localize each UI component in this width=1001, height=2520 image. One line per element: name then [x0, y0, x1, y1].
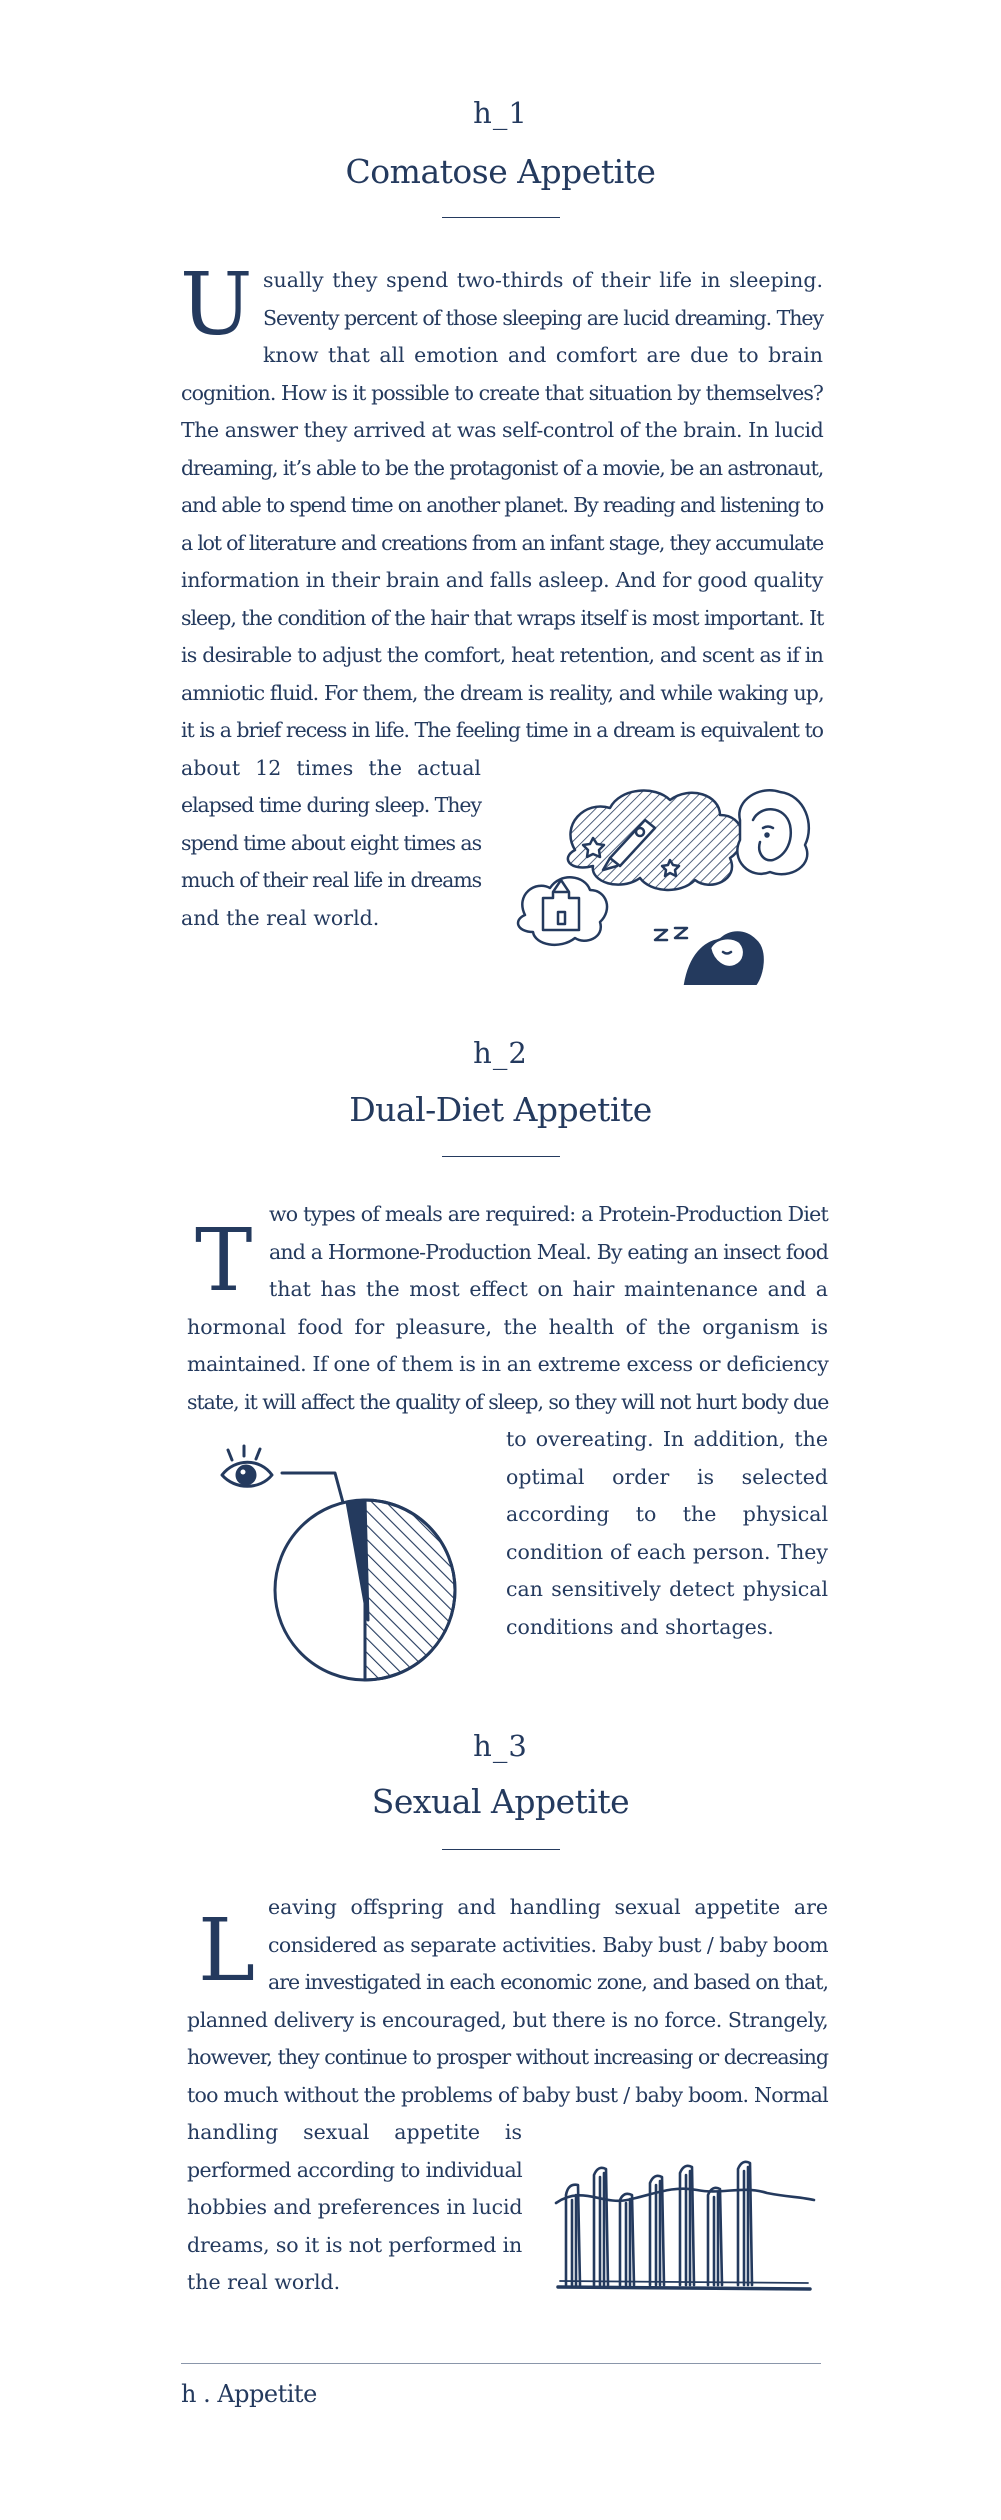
section-divider	[442, 1156, 560, 1157]
footer-divider	[181, 2363, 821, 2364]
drop-cap: T	[195, 1211, 253, 1311]
drop-cap: U	[180, 255, 253, 355]
text-line: know that all emotion and comfort are due to brain	[263, 343, 823, 367]
text-line: sleep, the condition of the hair that wraps itself is most important. It	[181, 605, 824, 630]
text-line: planned delivery is encouraged, but there is no force. Strangely,	[187, 2007, 829, 2032]
text-line: cognition. How is it possible to create that situation by themselves?	[181, 380, 823, 405]
section-divider	[442, 217, 560, 218]
paragraph-cap-lines	[269, 1196, 828, 1309]
paragraph-side-lines	[187, 2114, 522, 2302]
text-line: handling sexual appetite is	[187, 2120, 522, 2144]
text-line: according to the physical	[506, 1502, 828, 1526]
text-line: spend time about eight times as	[181, 830, 482, 855]
text-line: a lot of literature and creations from an infant stage, they accumulate	[181, 530, 823, 555]
text-line: conditions and shortages.	[506, 1614, 774, 1639]
text-line: condition of each person. They	[506, 1539, 828, 1564]
section-number: h_3	[473, 1729, 528, 1763]
text-line: too much without the problems of baby bust / baby boom. Normal	[187, 2082, 828, 2107]
text-line: sually they spend two-thirds of their life in sleeping.	[263, 268, 823, 292]
text-line: elapsed time during sleep. They	[181, 793, 481, 817]
section-title: Sexual Appetite	[371, 1782, 630, 1821]
paragraph-cap-lines	[268, 1889, 828, 2002]
footer-label: h . Appetite	[181, 2380, 317, 2408]
section-title: Dual-Diet Appetite	[349, 1090, 652, 1129]
text-line: optimal order is selected	[506, 1464, 828, 1489]
text-line: dreams, so it is not performed in	[187, 2232, 522, 2257]
section-number: h_2	[473, 1036, 528, 1070]
text-line: can sensitively detect physical	[506, 1577, 828, 1601]
dreaming-sleeper-illustration	[505, 780, 825, 985]
text-line: is desirable to adjust the comfort, heat retention, and scent as if in	[181, 643, 823, 667]
eye-pie-chart-illustration	[210, 1440, 460, 1685]
paragraph-side-lines	[506, 1421, 828, 1646]
text-line: The answer they arrived at was self-control of the brain. In lucid	[181, 418, 824, 442]
text-line: about 12 times the actual	[181, 755, 481, 780]
text-line: considered as separate activities. Baby bust / baby boom	[268, 1932, 828, 1957]
text-line: and the real world.	[181, 905, 380, 930]
paragraph-side-lines	[181, 750, 481, 938]
text-line: it is a brief recess in life. The feeling time in a dream is equivalent to	[181, 718, 823, 742]
text-line: wo types of meals are required: a Protein-Production Diet	[269, 1202, 829, 1226]
drop-cap: L	[198, 1901, 256, 2001]
text-line: are investigated in each economic zone, and based on that,	[268, 1970, 828, 1994]
section-title: Comatose Appetite	[345, 152, 656, 191]
bar-chart-sketch-illustration	[552, 2155, 817, 2295]
text-line: that has the most effect on hair maintenance and a	[269, 1277, 828, 1301]
paragraph-full-lines	[181, 375, 823, 750]
text-line: and a Hormone-Production Meal. By eating an insect food	[269, 1239, 828, 1264]
text-line: and able to spend time on another planet. By reading and listening to	[181, 493, 823, 517]
text-line: hormonal food for pleasure, the health of the organism is	[187, 1314, 828, 1339]
text-line: however, they continue to prosper without increasing or decreasing	[187, 2045, 828, 2069]
paragraph-full-lines	[187, 2002, 828, 2115]
text-line: state, it will affect the quality of sleep, so they will not hurt body due	[187, 1389, 829, 1414]
section-divider	[442, 1849, 560, 1850]
text-line: information in their brain and falls asleep. And for good quality	[181, 568, 823, 592]
text-line: performed according to individual	[187, 2157, 522, 2182]
text-line: much of their real life in dreams	[181, 868, 481, 892]
text-line: amniotic fluid. For them, the dream is reality, and while waking up,	[181, 680, 824, 705]
text-line: dreaming, it’s able to be the protagonist of a movie, be an astronaut,	[181, 455, 824, 480]
text-line: maintained. If one of them is in an extreme excess or deficiency	[187, 1352, 829, 1376]
paragraph-full-lines	[187, 1309, 828, 1422]
text-line: to overeating. In addition, the	[506, 1427, 828, 1451]
text-line: Seventy percent of those sleeping are lucid dreaming. They	[263, 305, 823, 330]
paragraph-cap-lines	[263, 262, 823, 375]
text-line: the real world.	[187, 2270, 341, 2294]
section-number: h_1	[473, 96, 528, 130]
text-line: eaving offspring and handling sexual appetite are	[268, 1895, 828, 1919]
text-line: hobbies and preferences in lucid	[187, 2195, 523, 2219]
